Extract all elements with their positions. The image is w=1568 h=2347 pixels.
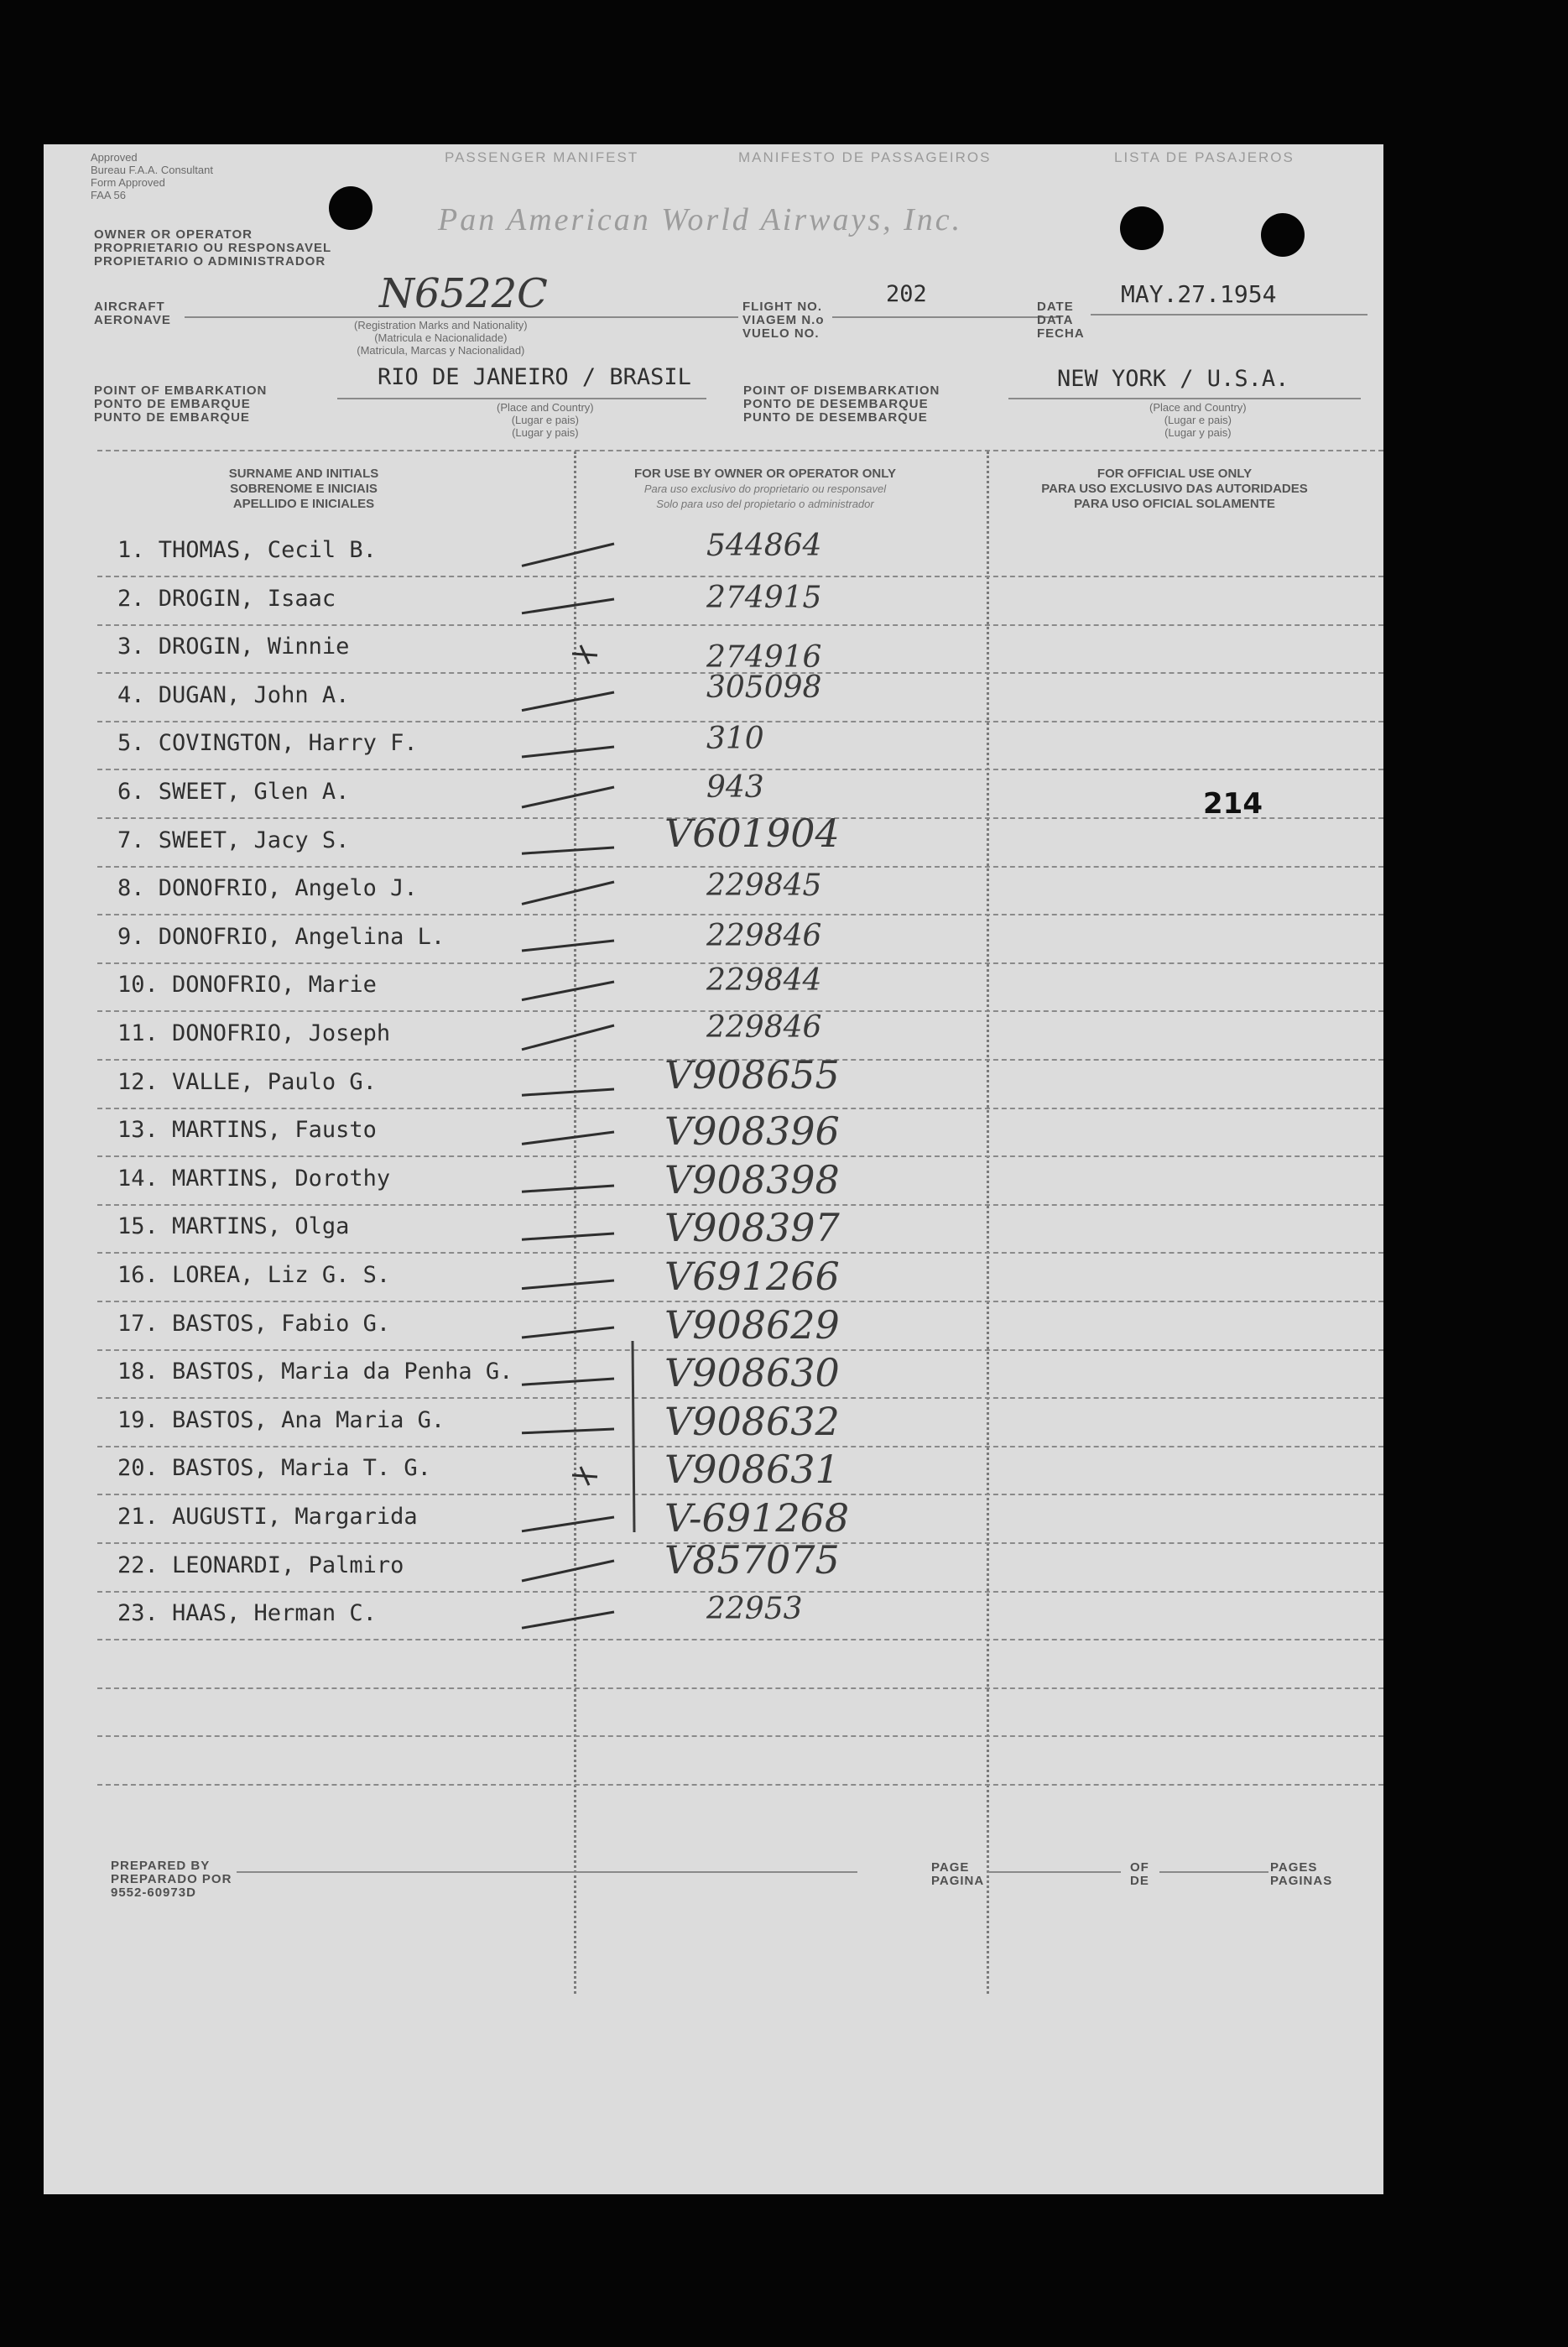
aircraft-caption	[354, 319, 528, 357]
aircraft-value: N6522C	[379, 270, 548, 317]
passenger-name: 16. LOREA, Liz G. S.	[117, 1262, 391, 1288]
label-line: VUELO NO.	[742, 326, 820, 341]
caption-line: (Matricula e Nacionalidade)	[374, 331, 508, 344]
check-mark	[513, 774, 631, 822]
label-line: PUNTO DE EMBARQUE	[94, 410, 250, 425]
row-rule	[97, 1687, 1383, 1689]
check-mark	[513, 919, 631, 967]
table-row	[44, 1350, 1383, 1402]
ticket-number: V691266	[664, 1254, 840, 1299]
approval-line: Approved	[91, 151, 138, 164]
title-lista: LISTA DE PASAJEROS	[1114, 149, 1295, 165]
label-line: DATE	[1037, 300, 1074, 314]
owner-operator-label	[94, 228, 331, 269]
passenger-name: 13. MARTINS, Fausto	[117, 1117, 377, 1144]
check-mark	[513, 1450, 631, 1499]
disembarkation-value: NEW YORK / U.S.A.	[1057, 366, 1289, 392]
check-mark	[513, 870, 631, 919]
ticket-number: V857075	[664, 1536, 840, 1583]
row-rule	[97, 1784, 1383, 1786]
approval-block	[91, 151, 213, 201]
approval-line: FAA 56	[91, 189, 126, 201]
header-line: SURNAME AND INITIALS	[228, 467, 379, 481]
title-passenger-manifest: PASSENGER MANIFEST	[445, 149, 639, 165]
passenger-name: 19. BASTOS, Ana Maria G.	[117, 1406, 445, 1433]
ticket-number: 310	[706, 722, 764, 757]
check-mark	[513, 532, 631, 581]
check-mark	[513, 1353, 631, 1402]
passenger-name: 9. DONOFRIO, Angelina L.	[117, 923, 445, 950]
caption-line: (Place and Country)	[1149, 401, 1247, 414]
passenger-name: 12. VALLE, Paulo G.	[117, 1068, 377, 1095]
ticket-number: 229845	[706, 868, 822, 904]
label-line: PREPARED BY	[111, 1859, 211, 1873]
check-mark	[513, 822, 631, 871]
table-row	[44, 529, 1383, 581]
header-line: Solo para uso del propietario o administrador	[656, 498, 874, 510]
header-line: Para uso exclusivo do proprietario ou responsavel	[643, 482, 887, 495]
table-row	[44, 919, 1383, 967]
embarkation-label	[94, 384, 267, 425]
table-row	[44, 670, 1383, 726]
check-mark	[513, 1306, 631, 1354]
label-line: VIAGEM N.o	[742, 313, 825, 327]
of-underline	[1159, 1871, 1268, 1873]
table-row	[44, 1398, 1383, 1451]
approval-line: Bureau F.A.A. Consultant	[91, 164, 213, 176]
table-row	[44, 722, 1383, 774]
passenger-name: 4. DUGAN, John A.	[117, 681, 350, 708]
ticket-number: 274915	[706, 580, 822, 615]
row-rule	[97, 576, 1383, 577]
approval-line: Form Approved	[91, 176, 165, 189]
row-rule	[97, 866, 1383, 868]
ticket-number: 229844	[706, 963, 822, 999]
passenger-list	[44, 529, 1383, 1992]
label-line: PAGINA	[931, 1874, 985, 1888]
label-line: PAGES	[1270, 1860, 1318, 1875]
label-line: DE	[1130, 1874, 1149, 1888]
ticket-number: V908630	[664, 1350, 840, 1396]
embarkation-value: RIO DE JANEIRO / BRASIL	[378, 364, 691, 390]
ticket-number: V908397	[664, 1205, 840, 1251]
passenger-name: 20. BASTOS, Maria T. G.	[117, 1455, 431, 1482]
table-row	[44, 810, 1383, 871]
ticket-number: 305098	[706, 670, 822, 705]
table-row	[44, 1254, 1383, 1306]
passenger-name: 23. HAAS, Herman C.	[117, 1600, 377, 1627]
check-mark	[513, 1015, 631, 1064]
table-top-rule	[97, 450, 1383, 451]
punch-hole	[329, 186, 372, 230]
label-line: FLIGHT NO.	[742, 300, 822, 314]
passenger-name: 2. DROGIN, Isaac	[117, 585, 336, 612]
family-bracket	[621, 1336, 646, 1537]
label-line: AERONAVE	[94, 313, 171, 327]
passenger-name: 6. SWEET, Glen A.	[117, 779, 350, 805]
row-rule	[97, 1735, 1383, 1737]
passenger-name: 1. THOMAS, Cecil B.	[117, 537, 377, 563]
ticket-number: V-691268	[664, 1495, 850, 1541]
passenger-name: 18. BASTOS, Maria da Penha G.	[117, 1359, 513, 1385]
caption-line: (Lugar e pais)	[511, 414, 579, 426]
header-line: FOR USE BY OWNER OR OPERATOR ONLY	[634, 467, 896, 481]
table-row	[44, 1301, 1383, 1354]
header-line: APELLIDO E INICIALES	[232, 497, 375, 511]
check-mark	[513, 725, 631, 774]
header-line: SOBRENOME E INICIAIS	[230, 482, 378, 496]
check-mark	[513, 1160, 631, 1209]
passenger-name: 5. COVINGTON, Harry F.	[117, 730, 418, 757]
of-label	[1130, 1861, 1149, 1888]
row-rule	[97, 1639, 1383, 1640]
table-row	[44, 1108, 1383, 1160]
label-line: DATA	[1037, 313, 1074, 327]
label-line: FECHA	[1037, 326, 1085, 341]
passenger-name: 22. LEONARDI, Palmiro	[117, 1552, 404, 1578]
table-row	[44, 1205, 1383, 1257]
table-row	[44, 870, 1383, 919]
pages-label	[1270, 1861, 1332, 1888]
header-line: FOR OFFICIAL USE ONLY	[1097, 467, 1253, 481]
ticket-number: V908631	[664, 1447, 840, 1493]
label-line: POINT OF DISEMBARKATION	[743, 383, 940, 398]
ticket-number: 229846	[706, 1010, 822, 1045]
check-mark	[513, 581, 631, 629]
header-line: PARA USO EXCLUSIVO DAS AUTORIDADES	[1041, 482, 1308, 496]
table-row	[44, 581, 1383, 629]
ticket-number: V908629	[664, 1301, 840, 1348]
label-line: PONTO DE DESEMBARQUE	[743, 397, 929, 411]
check-mark	[513, 1208, 631, 1257]
ticket-number: V908655	[664, 1051, 840, 1098]
label-line: AIRCRAFT	[94, 300, 165, 314]
ticket-number: 22953	[706, 1592, 803, 1627]
caption-line: (Matricula, Marcas y Nacionalidad)	[357, 344, 525, 357]
caption-line: (Registration Marks and Nationality)	[354, 319, 528, 331]
airline-name: Pan American World Airways, Inc.	[438, 202, 963, 237]
table-row	[44, 1536, 1383, 1596]
check-mark	[513, 1112, 631, 1160]
check-mark	[513, 628, 631, 677]
label-line: 9552-60973D	[111, 1885, 196, 1900]
title-manifesto: MANIFESTO DE PASSAGEIROS	[738, 149, 992, 165]
passenger-name: 8. DONOFRIO, Angelo J.	[117, 875, 418, 902]
table-row	[44, 1592, 1383, 1644]
manifest-sheet	[44, 144, 1383, 2194]
official-column-header	[990, 467, 1359, 512]
check-mark	[513, 1064, 631, 1113]
label-line: PAGINAS	[1270, 1874, 1333, 1888]
header-line: PARA USO OFICIAL SOLAMENTE	[1074, 497, 1275, 511]
passenger-name: 14. MARTINS, Dorothy	[117, 1165, 391, 1192]
ticket-number: 274916	[706, 640, 822, 675]
label-line: PROPRIETARIO OU RESPONSAVEL	[94, 241, 332, 255]
passenger-name: 7. SWEET, Jacy S.	[117, 827, 350, 853]
passenger-name: 15. MARTINS, Olga	[117, 1213, 350, 1240]
ticket-number: 229846	[706, 918, 822, 953]
ticket-number: 943	[706, 770, 764, 805]
ticket-number: 544864	[706, 529, 822, 563]
page-underline	[987, 1871, 1121, 1873]
label-line: PONTO DE EMBARQUE	[94, 397, 251, 411]
passenger-name: 11. DONOFRIO, Joseph	[117, 1020, 391, 1046]
names-column-header	[161, 467, 446, 512]
check-mark	[513, 1547, 631, 1596]
aircraft-label	[94, 300, 171, 327]
caption-line: (Lugar y pais)	[1164, 426, 1232, 439]
passenger-name: 17. BASTOS, Fabio G.	[117, 1310, 391, 1337]
label-line: POINT OF EMBARKATION	[94, 383, 268, 398]
prepared-by-label	[111, 1859, 232, 1900]
label-line: OF	[1130, 1860, 1149, 1875]
row-rule	[97, 914, 1383, 915]
disembarkation-underline	[1008, 398, 1361, 399]
passenger-name: 10. DONOFRIO, Marie	[117, 972, 377, 999]
check-mark	[513, 1595, 631, 1644]
disembarkation-label	[743, 384, 940, 425]
label-line: PAGE	[931, 1860, 970, 1875]
official-stamp: 214	[1203, 787, 1263, 821]
ticket-number: V908398	[664, 1156, 840, 1202]
flight-value: 202	[886, 281, 927, 307]
ticket-number: V601904	[664, 810, 840, 856]
passenger-name: 21. AUGUSTI, Margarida	[117, 1504, 418, 1530]
caption-line: (Lugar e pais)	[1164, 414, 1232, 426]
label-line: PROPIETARIO O ADMINISTRADOR	[94, 254, 326, 269]
label-line: PREPARADO POR	[111, 1872, 232, 1886]
check-mark	[513, 1402, 631, 1451]
punch-hole	[1261, 213, 1305, 257]
flight-underline	[832, 316, 1059, 318]
check-mark	[513, 1257, 631, 1306]
table-row	[44, 1447, 1383, 1499]
caption-line: (Place and Country)	[497, 401, 594, 414]
check-mark	[513, 967, 631, 1015]
check-mark	[513, 677, 631, 726]
table-row	[44, 963, 1383, 1015]
table-row	[44, 1051, 1383, 1113]
embarkation-underline	[337, 398, 706, 399]
punch-hole	[1120, 206, 1164, 250]
passenger-name: 3. DROGIN, Winnie	[117, 634, 350, 660]
table-row	[44, 1156, 1383, 1209]
ticket-number: V908632	[664, 1398, 840, 1444]
embarkation-caption	[497, 401, 594, 439]
row-rule	[97, 624, 1383, 626]
prepared-by-underline	[237, 1871, 857, 1873]
check-mark	[513, 1499, 631, 1547]
label-line: OWNER OR OPERATOR	[94, 227, 253, 242]
date-underline	[1091, 314, 1367, 316]
flight-label	[742, 300, 825, 341]
disembarkation-caption	[1149, 401, 1247, 439]
owner-column-header	[581, 467, 950, 512]
date-label	[1037, 300, 1085, 341]
ticket-number: V908396	[664, 1108, 840, 1155]
caption-line: (Lugar y pais)	[512, 426, 579, 439]
label-line: PUNTO DE DESEMBARQUE	[743, 410, 928, 425]
date-value: MAY.27.1954	[1121, 280, 1277, 308]
page-label	[931, 1861, 984, 1888]
